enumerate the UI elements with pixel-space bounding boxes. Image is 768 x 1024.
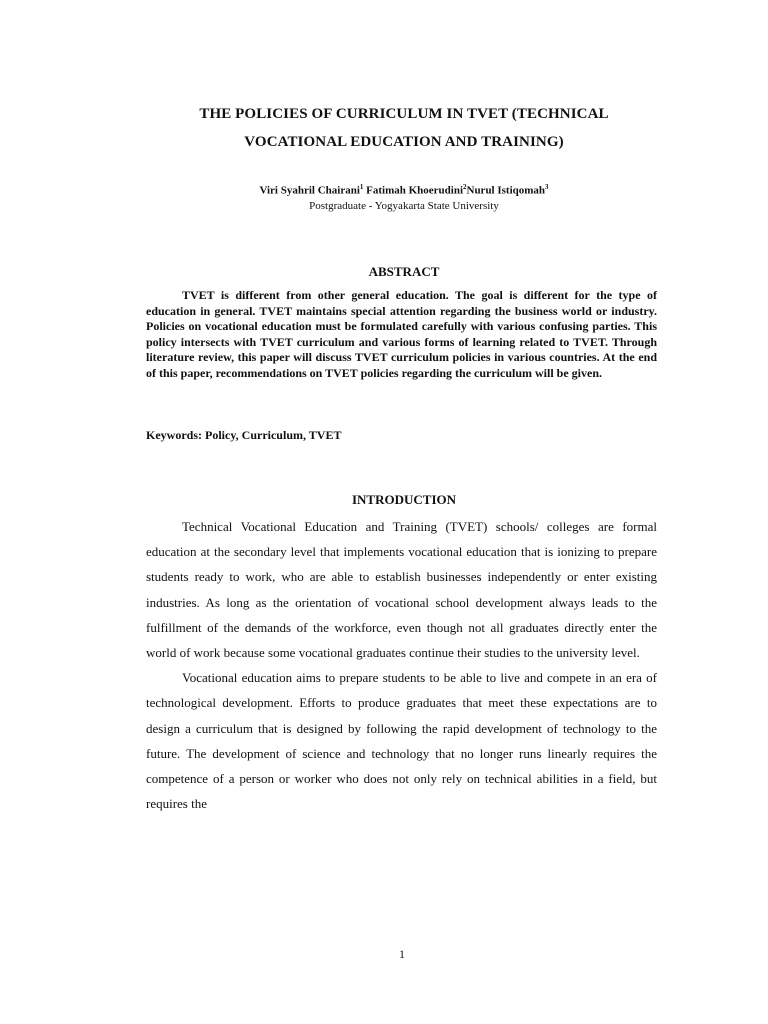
author-name: Viri Syahril Chairani — [259, 184, 360, 197]
introduction-body — [146, 514, 657, 816]
title-line-2: VOCATIONAL EDUCATION AND TRAINING) — [244, 134, 564, 150]
page-number: 1 — [399, 947, 405, 961]
paper-title — [120, 100, 688, 156]
author-mark: 3 — [545, 183, 549, 191]
author-affiliation: Postgraduate - Yogyakarta State University — [309, 200, 499, 212]
author-name: Nurul Istiqomah — [466, 184, 546, 197]
author-list — [120, 180, 688, 198]
body-paragraph: Vocational education aims to prepare students to be able to live and compete in an era of technological development. Efforts to produce graduates that meet these expectations are to design a curriculum that is designed by following the rapid development of technology to the future. The development of science and technology that no longer runs linearly requires the competence of a person or worker who does not only rely on technical abilities in a field, but requires the — [146, 670, 657, 812]
author-mark: 2 — [463, 183, 467, 191]
author-name: Fatimah Khoerudini — [366, 184, 463, 197]
abstract-heading: ABSTRACT — [368, 264, 440, 279]
title-line-1: THE POLICIES OF CURRICULUM IN TVET (TECHNICAL — [199, 106, 609, 122]
keywords: Keywords: Policy, Curriculum, TVET — [146, 428, 342, 442]
body-paragraph: Technical Vocational Education and Training (TVET) schools/ colleges are formal education at the secondary level that implements vocational education that is ionizing to prepare students ready to work, who are able to establish businesses independently or enter existing industries. As long as the orientation of vocational school development always leads to the fulfillment of the demands of the workforce, even though not all graduates directly enter the world of work because some vocational graduates continue their studies to the university level. — [146, 519, 657, 661]
abstract-text: TVET is different from other general education. The goal is different for the type of education in general. TVET maintains special attention regarding the business world or industry. Policies on vocational education must be formulated carefully with various confusing parties. This policy intersects with TVET curriculum and various forms of learning related to TVET. Through literature review, this paper will discuss TVET curriculum policies in various countries. At the end of this paper, recommendations on TVET policies regarding the curriculum will be given. — [146, 288, 657, 380]
author-mark: 1 — [359, 183, 364, 191]
introduction-heading: INTRODUCTION — [351, 492, 456, 507]
